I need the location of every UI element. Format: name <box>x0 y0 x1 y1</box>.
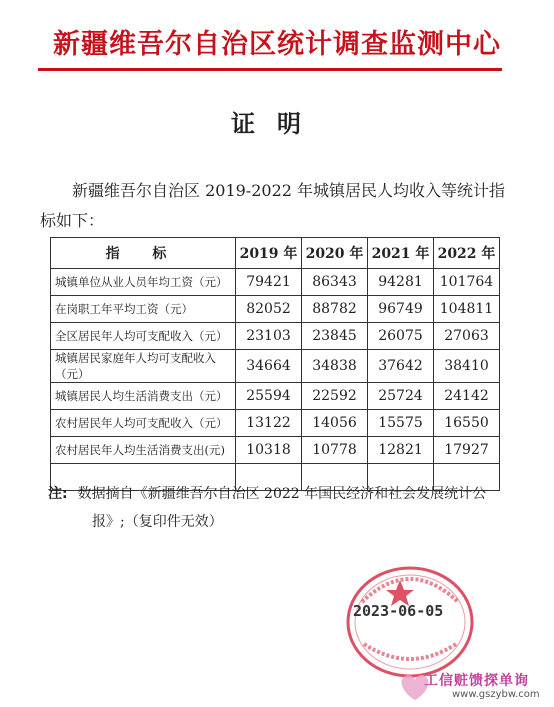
document-title: 证明 <box>231 110 323 138</box>
column-header: 2022 年 <box>434 238 500 269</box>
cell-value: 79421 <box>236 269 302 296</box>
cell-value: 26075 <box>368 323 434 350</box>
watermark-text: 工信赃馈探单询 <box>424 673 529 689</box>
cell-value: 101764 <box>434 269 500 296</box>
column-header: 指 标 <box>51 238 236 269</box>
official-seal <box>340 562 480 682</box>
cell-value: 10318 <box>236 437 302 464</box>
footnote-label: 注: <box>48 486 68 502</box>
row-label: 城镇单位从业人员年均工资（元） <box>51 269 236 296</box>
cell-value: 96749 <box>368 296 434 323</box>
row-label: 全区居民年人均可支配收入（元） <box>51 323 236 350</box>
statistics-table <box>50 237 500 491</box>
cell-value: 27063 <box>434 323 500 350</box>
footnote-text-line1: 数据摘自《新疆维吾尔自治区 2022 年国民经济和社会发展统计公 <box>77 486 487 502</box>
cell-value: 25724 <box>368 383 434 410</box>
cell-value: 12821 <box>368 437 434 464</box>
footnote-text-line2: 报》;（复印件无效） <box>92 514 223 530</box>
cell-value: 104811 <box>434 296 500 323</box>
column-header: 2020 年 <box>302 238 368 269</box>
seal-date: 2023-06-05 <box>353 602 444 620</box>
cell-value: 24142 <box>434 383 500 410</box>
cell-value: 37642 <box>368 350 434 383</box>
cell-value: 94281 <box>368 269 434 296</box>
table-row <box>51 437 500 464</box>
row-label: 在岗职工年平均工资（元） <box>51 296 236 323</box>
row-label: 城镇居民家庭年人均可支配收入（元） <box>51 350 236 383</box>
intro-paragraph: 新疆维吾尔自治区 2019-2022 年城镇居民人均收入等统计指标如下： <box>40 181 506 230</box>
table-row <box>51 350 500 383</box>
cell-value: 23845 <box>302 323 368 350</box>
row-label: 农村居民年人均可支配收入（元） <box>51 410 236 437</box>
agency-header: 新疆维吾尔自治区统计调查监测中心 <box>53 29 501 60</box>
header-divider <box>38 68 502 71</box>
footnote <box>48 480 508 536</box>
cell-value: 16550 <box>434 410 500 437</box>
watermark-url: www.gszybw.com <box>452 689 540 700</box>
row-label: 城镇居民人均生活消费支出（元） <box>51 383 236 410</box>
cell-value: 34838 <box>302 350 368 383</box>
cell-value: 23103 <box>236 323 302 350</box>
cell-value: 25594 <box>236 383 302 410</box>
cell-value: 34664 <box>236 350 302 383</box>
column-header: 2021 年 <box>368 238 434 269</box>
cell-value: 15575 <box>368 410 434 437</box>
table-row <box>51 296 500 323</box>
cell-value: 17927 <box>434 437 500 464</box>
cell-value: 22592 <box>302 383 368 410</box>
row-label: 农村居民年人均生活消费支出(元) <box>51 437 236 464</box>
cell-value: 38410 <box>434 350 500 383</box>
table-row <box>51 323 500 350</box>
cell-value: 82052 <box>236 296 302 323</box>
cell-value: 14056 <box>302 410 368 437</box>
cell-value: 88782 <box>302 296 368 323</box>
cell-value: 86343 <box>302 269 368 296</box>
column-header: 2019 年 <box>236 238 302 269</box>
cell-value: 13122 <box>236 410 302 437</box>
table-row <box>51 410 500 437</box>
table-row <box>51 383 500 410</box>
table-header-row <box>51 238 500 269</box>
table-row <box>51 269 500 296</box>
cell-value: 10778 <box>302 437 368 464</box>
